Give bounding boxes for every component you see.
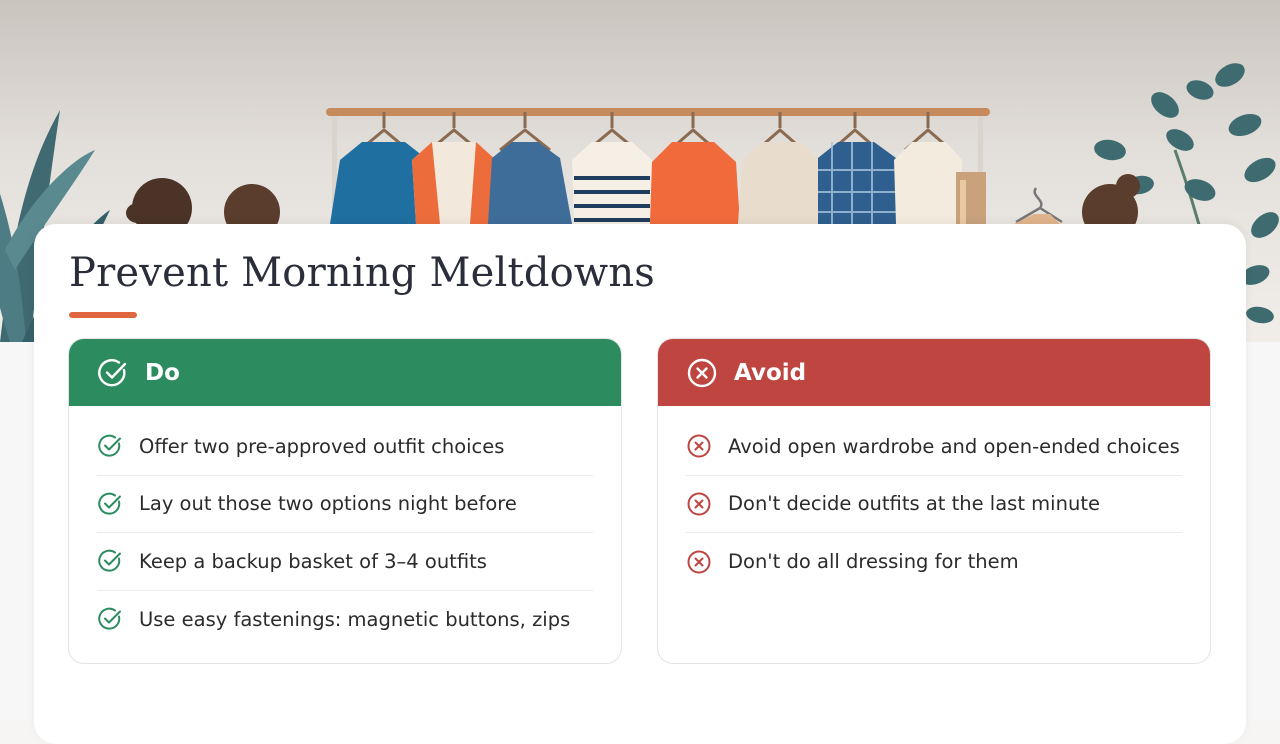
do-list — [69, 406, 621, 648]
check-circle-icon — [97, 433, 123, 459]
x-circle-icon — [686, 549, 712, 575]
list-item — [686, 418, 1182, 476]
check-circle-icon — [97, 548, 123, 574]
slide-title: Prevent Morning Meltdowns — [69, 250, 656, 296]
list-item — [686, 476, 1182, 534]
list-item-text: Don't do all dressing for them — [728, 550, 1019, 574]
avoid-panel — [657, 338, 1211, 664]
list-item-text: Offer two pre-approved outfit choices — [139, 434, 505, 458]
list-item-text: Avoid open wardrobe and open-ended choices — [728, 434, 1180, 458]
list-item — [97, 591, 593, 649]
list-item — [97, 533, 593, 591]
check-circle-icon — [97, 491, 123, 517]
avoid-panel-heading: Avoid — [734, 359, 807, 386]
list-item-text: Don't decide outfits at the last minute — [728, 492, 1100, 516]
title-accent-underline — [69, 312, 137, 318]
do-panel-heading: Do — [145, 359, 180, 386]
do-panel — [68, 338, 622, 664]
list-item-text: Lay out those two options night before — [139, 492, 517, 516]
list-item-text: Use easy fastenings: magnetic buttons, zips — [139, 607, 571, 631]
list-item-text: Keep a backup basket of 3–4 outfits — [139, 549, 487, 573]
list-item — [686, 533, 1182, 591]
list-item — [97, 418, 593, 476]
garments-icon — [330, 112, 986, 224]
x-circle-icon — [686, 433, 712, 459]
avoid-list — [658, 406, 1210, 591]
check-circle-icon — [97, 606, 123, 632]
x-circle-icon — [686, 491, 712, 517]
check-circle-icon — [97, 357, 129, 389]
list-item — [97, 476, 593, 534]
avoid-panel-header — [658, 339, 1210, 406]
x-circle-icon — [686, 357, 718, 389]
content-card — [34, 224, 1246, 744]
do-panel-header — [69, 339, 621, 406]
